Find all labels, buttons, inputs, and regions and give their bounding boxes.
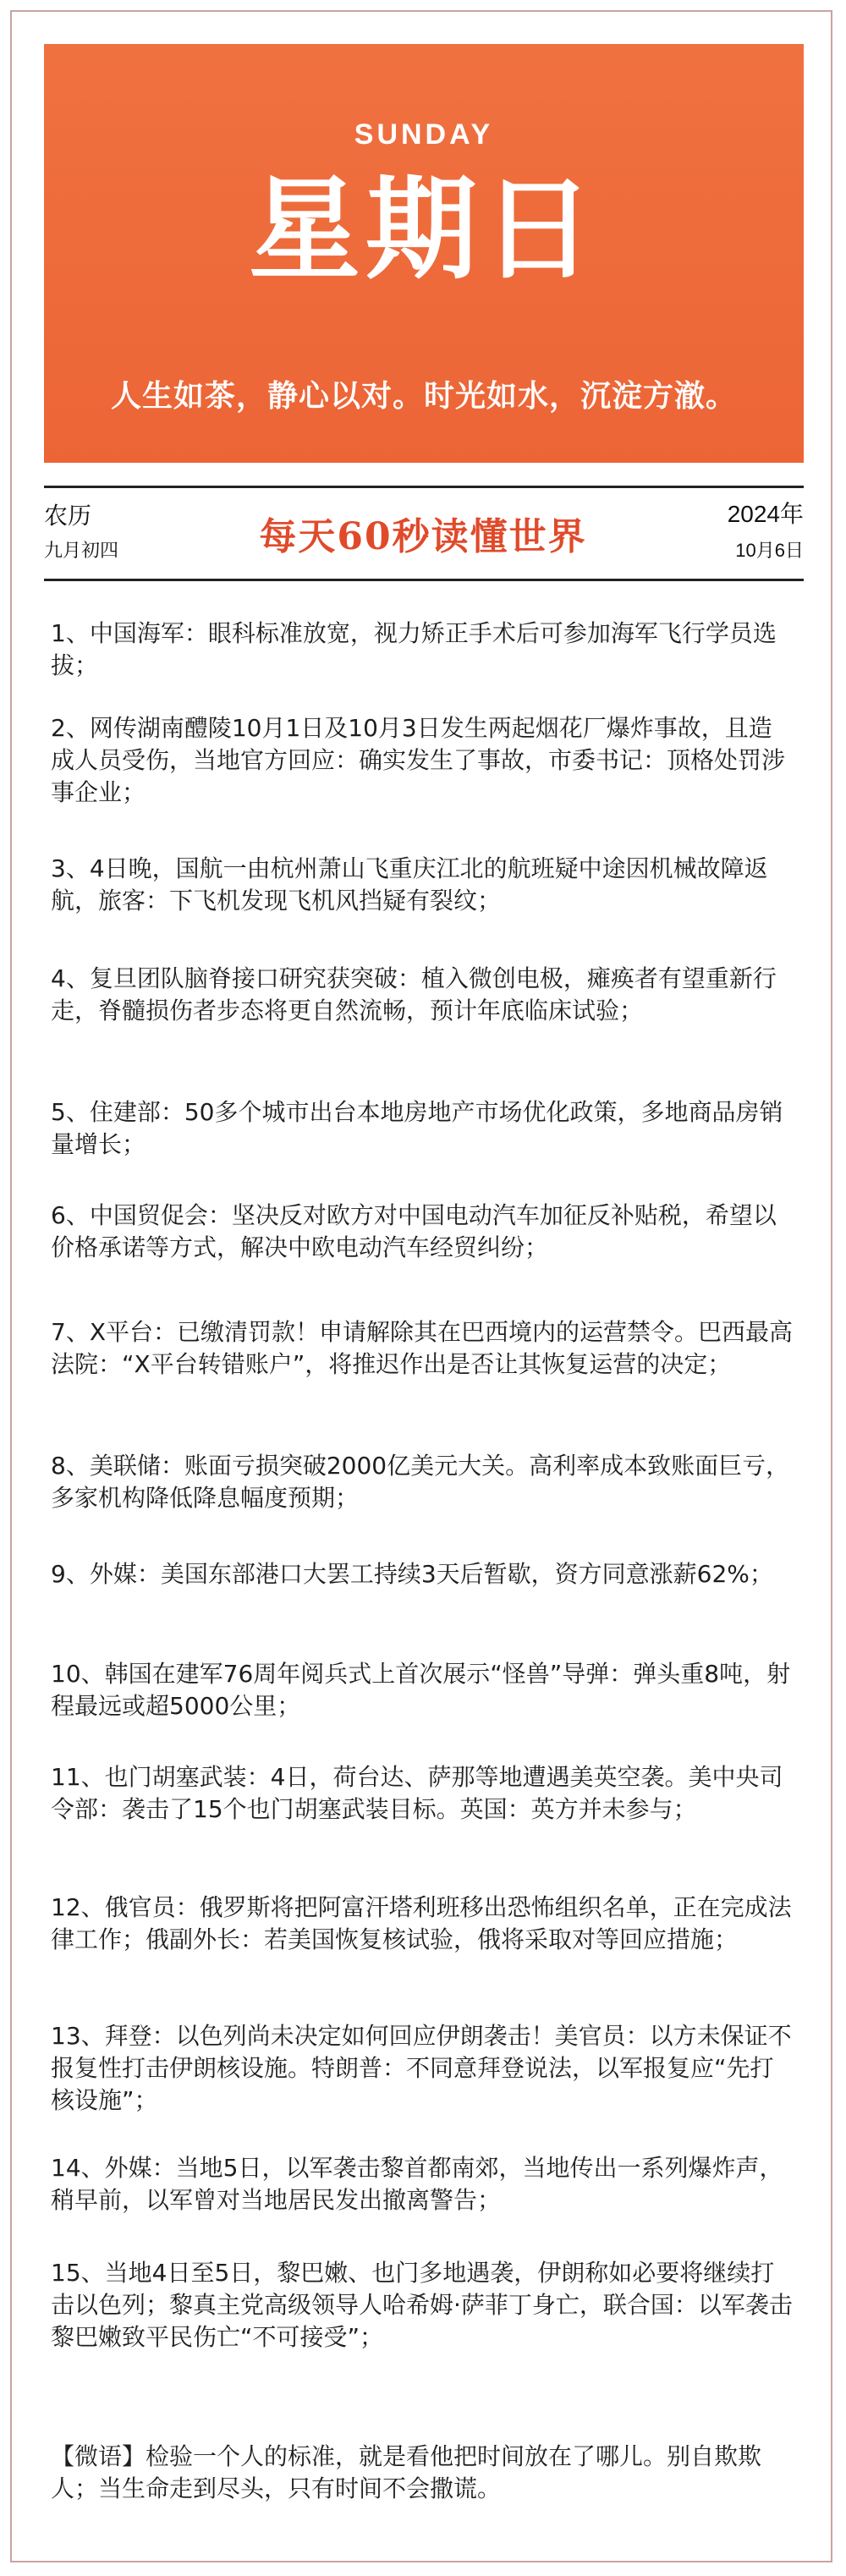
news-item: 6、中国贸促会：坚决反对欧方对中国电动汽车加征反补贴税，希望以价格承诺等方式，解决中欧电动汽车经贸纠纷； (51, 1201, 777, 1261)
weekday-chinese: 星期日 (249, 164, 599, 295)
news-item: 9、外媒：美国东部港口大罢工持续3天后暂歇，资方同意涨薪62%； (51, 1560, 773, 1588)
news-item: 10、韩国在建军76周年阅兵式上首次展示“怪兽”导弹：弹头重8吨，射程最远或超5000公里； (51, 1660, 791, 1720)
date-year: 2024年 (727, 501, 804, 527)
banner-motto: 人生如茶，静心以对。时光如水，沉淀方澈。 (110, 378, 737, 414)
news-item: 12、俄官员：俄罗斯将把阿富汗塔利班移出恐怖组织名单，正在完成法律工作；俄副外长：若美国恢复核试验，俄将采取对等回应措施； (51, 1893, 792, 1953)
lunar-date: 九月初四 (44, 540, 119, 561)
news-item: 4、复旦团队脑脊接口研究获突破：植入微创电极，瘫痪者有望重新行走，脊髓损伤者步态将更自然流畅，预计年底临床试验； (51, 964, 777, 1024)
news-item: 13、拜登：以色列尚未决定如何回应伊朗袭击！美官员：以方未保证不报复性打击伊朗核设施。特朗普：不同意拜登说法，以军报复应“先打核设施”； (51, 2022, 792, 2114)
weekday-english: SUNDAY (354, 118, 494, 151)
news-item: 15、当地4日至5日，黎巴嫩、也门多地遇袭，伊朗称如必要将继续打击以色列；黎真主党高级领导人哈希姆·萨菲丁身亡，联合国：以军袭击黎巴嫩致平民伤亡“不可接受”； (51, 2259, 793, 2351)
news-item: 3、4日晚，国航一由杭州萧山飞重庆江北的航班疑中途因机械故障返航，旅客：下飞机发现飞机风挡疑有裂纹； (51, 854, 768, 915)
divider-top (44, 486, 804, 488)
news-item: 11、也门胡塞武装：4日，荷台达、萨那等地遭遇美英空袭。美中央司令部：袭击了15个也门胡塞武装目标。英国：英方并未参与； (51, 1763, 783, 1823)
news-item: 8、美联储：账面亏损突破2000亿美元大关。高利率成本致账面巨亏，多家机构降低降息幅度预期； (51, 1452, 790, 1512)
news-item: 5、住建部：50多个城市出台本地房地产市场优化政策，多地商品房销量增长； (51, 1098, 783, 1158)
news-item: 14、外媒：当地5日，以军袭击黎首都南郊，当地传出一系列爆炸声，稍早前，以军曾对当地居民发出撤离警告； (51, 2154, 783, 2214)
weekday-banner (44, 44, 804, 463)
divider-bottom (44, 579, 804, 581)
news-item: 2、网传湖南醴陵10月1日及10月3日发生两起烟花厂爆炸事故，且造成人员受伤，当地官方回应：确实发生了事故，市委书记：顶格处罚涉事企业； (51, 714, 786, 806)
lunar-label: 农历 (44, 503, 92, 529)
news-item: 7、X平台：已缴清罚款！申请解除其在巴西境内的运营禁令。巴西最高法院：“X平台转错账户”，将推迟作出是否让其恢复运营的决定； (51, 1318, 793, 1378)
page-title: 每天60秒读懂世界 (259, 515, 587, 558)
date-day: 10月6日 (735, 540, 804, 561)
news-item: 1、中国海军：眼科标准放宽，视力矫正手术后可参加海军飞行学员选拔； (51, 619, 777, 679)
daily-quote: 【微语】检验一个人的标准，就是看他把时间放在了哪儿。别自欺欺人；当生命走到尽头，只有时间不会撒谎。 (51, 2442, 762, 2502)
